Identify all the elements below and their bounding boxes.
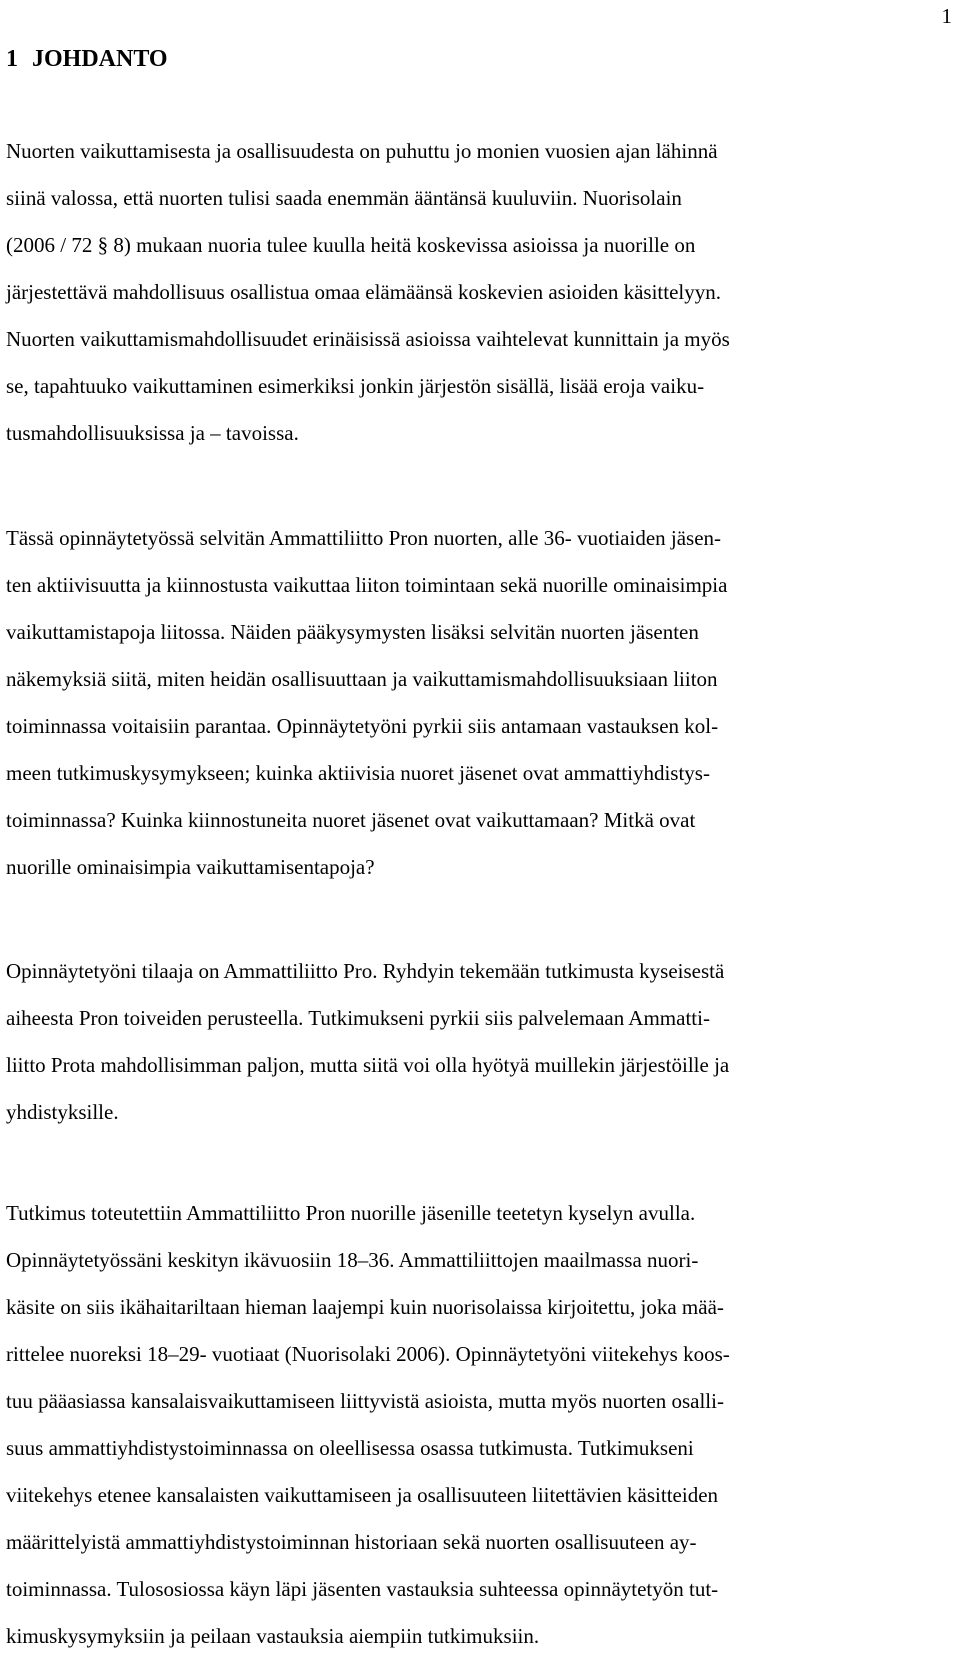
text-line: vaikuttamistapoja liitossa. Näiden pääkysymysten lisäksi selvitän nuorten jäsenten [6,620,699,644]
chapter-number: 1 [6,46,18,72]
text-line: tusmahdollisuuksissa ja – tavoissa. [6,421,299,445]
text-line: siinä valossa, että nuorten tulisi saada enemmän ääntänsä kuuluviin. Nuorisolain [6,186,682,210]
text-line: tuu pääasiassa kansalaisvaikuttamiseen liittyvistä asioista, mutta myös nuorten osalli- [6,1389,724,1413]
text-line: Nuorten vaikuttamisesta ja osallisuudesta on puhuttu jo monien vuosien ajan lähinnä [6,139,718,163]
text-line: järjestettävä mahdollisuus osallistua omaa elämäänsä koskevien asioiden käsittelyyn. [6,280,721,304]
text-line: suus ammattiyhdistystoiminnassa on oleellisessa osassa tutkimusta. Tutkimukseni [6,1436,694,1460]
text-line: Tässä opinnäytetyössä selvitän Ammattiliitto Pron nuorten, alle 36- vuotiaiden jäsen- [6,526,722,550]
text-line: Tutkimus toteutettiin Ammattiliitto Pron nuorille jäsenille teetetyn kyselyn avulla. [6,1201,696,1225]
text-line: Nuorten vaikuttamismahdollisuudet erinäisissä asioissa vaihtelevat kunnittain ja myös [6,327,730,351]
text-line: yhdistyksille. [6,1100,119,1124]
paragraph-3 [6,948,958,1136]
text-line: aiheesta Pron toiveiden perusteella. Tutkimukseni pyrkii siis palvelemaan Ammatti- [6,1006,710,1030]
text-line: toiminnassa. Tulososiossa käyn läpi jäsenten vastauksia suhteessa opinnäytetyön tut- [6,1577,719,1601]
chapter-heading [6,44,168,74]
text-line: toiminnassa? Kuinka kiinnostuneita nuoret jäsenet ovat vaikuttamaan? Mitkä ovat [6,808,696,832]
text-line: näkemyksiä siitä, miten heidän osallisuuttaan ja vaikuttamismahdollisuuksiaan liiton [6,667,718,691]
text-line: se, tapahtuuko vaikuttaminen esimerkiksi jonkin järjestön sisällä, lisää eroja vaiku- [6,374,705,398]
text-line: Opinnäytetyössäni keskityn ikävuosiin 18–36. Ammattiliittojen maailmassa nuori- [6,1248,699,1272]
text-line: ten aktiivisuutta ja kiinnostusta vaikuttaa liiton toimintaan sekä nuorille ominaisimpia [6,573,728,597]
paragraph-1 [6,128,958,457]
text-line: toiminnassa voitaisiin parantaa. Opinnäytetyöni pyrkii siis antamaan vastauksen kol- [6,714,719,738]
paragraph-2 [6,515,958,891]
text-line: määrittelyistä ammattiyhdistystoiminnan historiaan sekä nuorten osallisuuteen ay- [6,1530,697,1554]
page-number: 1 [941,4,952,28]
text-line: viitekehys etenee kansalaisten vaikuttamiseen ja osallisuuteen liitettävien käsitteiden [6,1483,719,1507]
text-line: Opinnäytetyöni tilaaja on Ammattiliitto Pro. Ryhdyin tekemään tutkimusta kyseisestä [6,959,725,983]
paragraph-4 [6,1190,958,1660]
text-line: rittelee nuoreksi 18–29- vuotiaat (Nuorisolaki 2006). Opinnäytetyöni viitekehys koos- [6,1342,730,1366]
text-line: kimuskysymyksiin ja peilaan vastauksia aiempiin tutkimuksiin. [6,1624,540,1648]
chapter-title: JOHDANTO [32,46,168,72]
text-line: (2006 / 72 § 8) mukaan nuoria tulee kuulla heitä koskevissa asioissa ja nuorille on [6,233,696,257]
text-line: käsite on siis ikähaitariltaan hieman laajempi kuin nuorisolaissa kirjoitettu, joka mää- [6,1295,724,1319]
text-line: nuorille ominaisimpia vaikuttamisentapoja? [6,855,375,879]
text-line: meen tutkimuskysymykseen; kuinka aktiivisia nuoret jäsenet ovat ammattiyhdistys- [6,761,710,785]
text-line: liitto Prota mahdollisimman paljon, mutta siitä voi olla hyötyä muillekin järjestöille ja [6,1053,730,1077]
